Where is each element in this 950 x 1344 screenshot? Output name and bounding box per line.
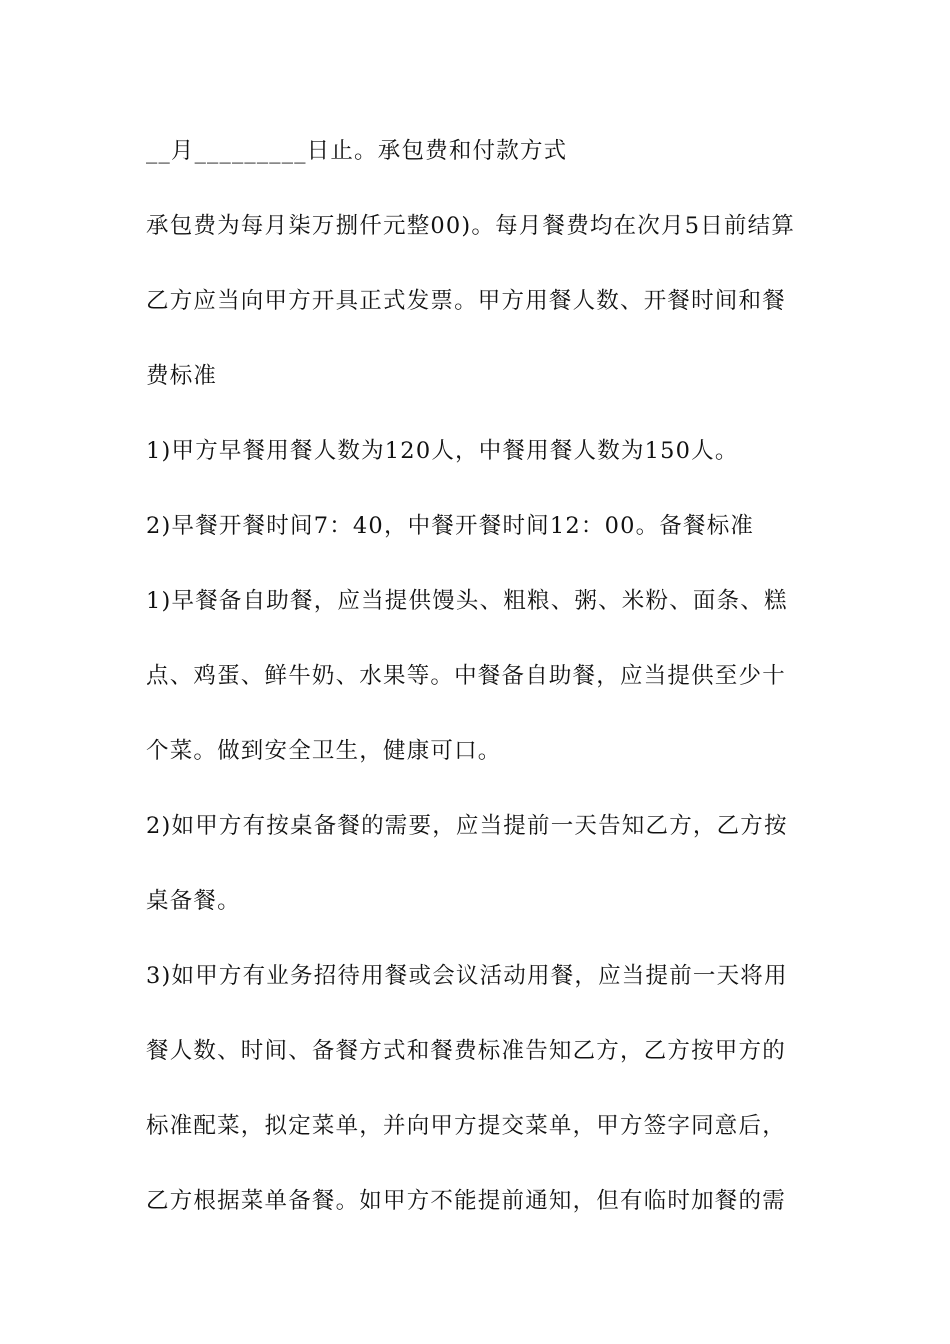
text-line: 1)甲方早餐用餐人数为120人，中餐用餐人数为150人。 bbox=[146, 438, 739, 464]
text-line: __月_________日止。承包费和付款方式 bbox=[146, 138, 568, 164]
text-line: 2)早餐开餐时间7：40，中餐开餐时间12：00。备餐标准 bbox=[146, 513, 755, 539]
text-line: 乙方应当向甲方开具正式发票。甲方用餐人数、开餐时间和餐 bbox=[146, 288, 786, 314]
text-line: 承包费为每月柒万捌仟元整00)。每月餐费均在次月5日前结算 bbox=[146, 213, 796, 239]
text-line: 个菜。做到安全卫生，健康可口。 bbox=[146, 738, 502, 764]
text-line: 2)如甲方有按桌备餐的需要，应当提前一天告知乙方，乙方按 bbox=[146, 813, 788, 839]
text-line: 3)如甲方有业务招待用餐或会议活动用餐，应当提前一天将用 bbox=[146, 963, 788, 989]
text-line: 点、鸡蛋、鲜牛奶、水果等。中餐备自助餐，应当提供至少十 bbox=[146, 663, 786, 689]
text-line: 餐人数、时间、备餐方式和餐费标准告知乙方，乙方按甲方的 bbox=[146, 1038, 786, 1064]
text-line: 费标准 bbox=[146, 363, 218, 389]
text-line: 标准配菜，拟定菜单，并向甲方提交菜单，甲方签字同意后， bbox=[146, 1113, 786, 1139]
text-line: 1)早餐备自助餐，应当提供馒头、粗粮、粥、米粉、面条、糕 bbox=[146, 588, 788, 614]
text-line: 乙方根据菜单备餐。如甲方不能提前通知，但有临时加餐的需 bbox=[146, 1188, 786, 1214]
text-line: 桌备餐。 bbox=[146, 888, 241, 914]
